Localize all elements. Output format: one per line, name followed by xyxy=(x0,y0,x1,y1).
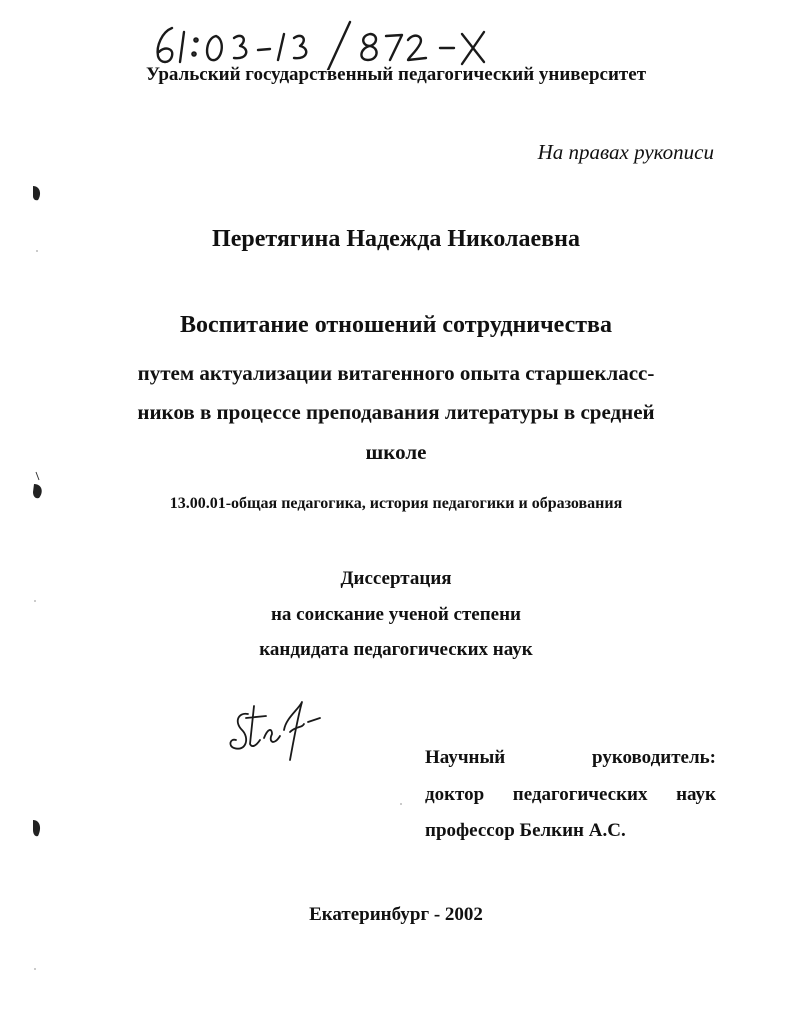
dissertation-subtitle-line: школе xyxy=(365,440,427,464)
scan-speck xyxy=(34,600,36,602)
degree-line: кандидата педагогических наук xyxy=(259,639,533,660)
manuscript-rights-note: На правах рукописи xyxy=(537,140,714,164)
degree-line: на соискание ученой степени xyxy=(270,604,521,625)
dissertation-title: Воспитание отношений сотрудничества xyxy=(179,312,613,338)
scan-speck xyxy=(34,968,36,970)
advisor-role-word: Научный xyxy=(425,747,506,768)
city-and-year: Екатеринбург - 2002 xyxy=(309,904,483,925)
advisor-degree xyxy=(425,784,716,806)
advisor-degree-word: педагогических xyxy=(512,784,648,805)
advisor-name: профессор Белкин А.С. xyxy=(425,820,626,841)
advisor-role xyxy=(425,747,716,769)
advisor-role-word: руководитель: xyxy=(592,747,716,768)
binding-hole-mark xyxy=(30,184,44,202)
binding-hole-mark xyxy=(30,470,46,502)
university-name: Уральский государственный педагогический университет xyxy=(145,64,647,85)
dissertation-subtitle-line: путем актуализации витагенного опыта старшекласс- xyxy=(137,361,655,385)
author-name: Перетягина Надежда Николаевна xyxy=(212,226,580,252)
advisor-degree-word: наук xyxy=(676,784,716,805)
scan-speck xyxy=(400,803,402,805)
scan-speck xyxy=(36,250,38,252)
handwritten-archive-code xyxy=(150,18,510,70)
dissertation-subtitle-line: ников в процессе преподавания литературы в средней xyxy=(137,400,655,424)
specialty-code: 13.00.01-общая педагогика, история педагогики и образования xyxy=(169,495,623,512)
advisor-degree-word: доктор xyxy=(425,784,485,805)
degree-line: Диссертация xyxy=(340,568,452,589)
binding-hole-mark xyxy=(30,818,44,838)
handwritten-signature xyxy=(224,688,324,762)
